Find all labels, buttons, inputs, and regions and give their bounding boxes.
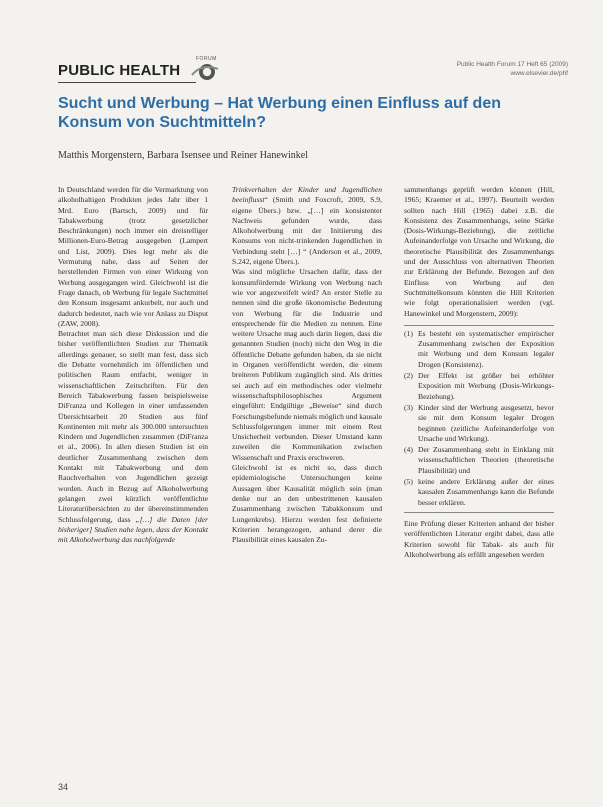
paragraph: Was sind mögliche Ursachen dafür, dass der konsumfördernde Wirkung von Werbung nach wie vor angezweifelt wird? An erster Stelle zu nennen sind die große ökonomische Bedeutung von Werbung für die Industrie und entsprechende für die Medien zu nennen. Eine weitere Ursache mag auch darin liegen, dass die genannten Studien (noch) nicht den Weg in die öffentliche Debatte gefunden haben, da sie nicht in Organen veröffentlicht werden, die einem breiteren Publikum zugänglich sind. Als drittes sei auch auf ein methodisches oder vielmehr wissenschaftsphilosophisches Argument eingeführt: Endgültige „Beweise“ sind durch Forschungsbefunde niemals möglich und kausale Schlussfolgerungen immer mit einem Rest Unsicherheit verbunden. Dieser Umstand kann zuweilen die Kommunikation zwischen Wissenschaft und Praxis erschweren. — [232, 267, 382, 462]
list-item-text: Der Effekt ist größer bei erhöhter Exposition mit Werbung (Dosis-Wirkungs-Beziehung). — [418, 371, 554, 401]
list-item-text: Kinder sind der Werbung ausgesetzt, bevor sie mit dem Konsum legaler Drogen beginnen (zeitliche Aufeinanderfolge von Ursache und Wirkung). — [418, 402, 554, 443]
list-item-text: Der Zusammenhang steht in Einklang mit wissenschaftlichen Theorien (theoretische Plausibilität) und — [418, 445, 554, 475]
list-item-number: (1) — [404, 328, 413, 338]
masthead-rule — [58, 82, 196, 83]
article-authors: Matthis Morgenstern, Barbara Isensee und Reiner Hanewinkel — [58, 150, 309, 161]
list-item-number: (2) — [404, 371, 413, 381]
journal-forum-label: FORUM — [196, 56, 217, 62]
journal-issue-line: Public Health Forum 17 Heft 65 (2009) — [456, 61, 568, 68]
journal-masthead — [58, 56, 568, 86]
paragraph: In Deutschland werden für die Vermarktung von alkoholhaltigen Produkten jedes Jahr über 1 Mrd. Euro (Bartsch, 2009) und für Tabakwerbung (trotz gesetzlicher Beschränkungen) noch immer ein dreistelliger Millionen-Euro-Betrag ausgegeben (Lampert und List, 2009). Dies legt mehr als die Vermutung nahe, dass auf Seiten der herstellenden Firmen von einer Wirkung von Werbung ausgegangen wird. Gleichwohl ist die Frage danach, ob Werbung für legale Suchtmittel den Konsum insgesamt ankurbelt, nur auch und dadurch bedeutet, nach wie vor Anlass zu Disput (ZAW, 2008). — [58, 185, 208, 328]
quote-text: „[…] die Daten [der bisheriger] Studien nahe legen, dass der Kontakt mit Alkoholwerbung das nachfolgende — [58, 514, 208, 545]
list-item — [404, 477, 554, 508]
list-item-number: (3) — [404, 402, 413, 412]
list-item — [404, 445, 554, 476]
paragraph: Eine Prüfung dieser Kriterien anhand der bisher veröffentlichten Literatur ergibt dabei, dass alle Kriterien sowohl für Tabak- als auch für Alkoholwerbung als erfüllt angesehen werden — [404, 518, 554, 559]
list-item-number: (4) — [404, 445, 413, 455]
list-item-number: (5) — [404, 477, 413, 487]
list-item — [404, 403, 554, 444]
text-column-3 — [404, 185, 554, 560]
paragraph: Gleichwohl ist es nicht so, dass durch epidemiologische Untersuchungen keine Aussagen über Kausalität möglich sein (man denke nur an den unbestrittenen kausalen Zusammenhang zwischen Tabakkonsum und Lungenkrebs). Hierzu werden fest definierte Kriterien herangezogen, anhand derer die Plausibilität eines kausalen Zu- — [232, 463, 382, 545]
list-item-text: Es besteht ein systematischer empirischer Zusammenhang zwischen der Exposition mit Werbung und dem Konsum legaler Drogen (Konsistenz). — [418, 328, 554, 369]
article-title: Sucht und Werbung – Hat Werbung einen Einfluss auf den Konsum von Suchtmitteln? — [58, 95, 501, 131]
paragraph: sammenhangs geprüft werden können (Hill, 1965; Kraemer et al., 1997). Beurteilt werden sollten nach Hill (1965) dabei z.B. die Konsistenz des Zusammenhangs, seine Stärke (Dosis-Wirkungs-Beziehung), die zeitliche Aufeinanderfolge von Ursache und Wirkung, die theoretische Plausibilität des Zusammenhangs und der Ausschluss von alternativen Theorien zur Erklärung der Befunde. Bezogen auf den Einfluss von Werbung auf den Suchtmittelkonsum könnten die Hill Kriterien wie folgt operationalisiert werden (vgl. Hanewinkel und Morgenstern, 2009): — [404, 185, 554, 318]
paragraph — [58, 329, 208, 545]
list-item — [404, 329, 554, 370]
journal-url-line: www.elsevier.de/phf — [510, 70, 568, 77]
paragraph — [232, 185, 382, 267]
list-item-text: keine andere Erklärung außer der eines kausalen Zusammenhangs kann die Befunde besser erklären. — [418, 477, 554, 507]
journal-issue-info — [457, 60, 568, 78]
list-item — [404, 371, 554, 402]
quote-text: Trinkverhalten der Kinder und Jugendlichen beeinflusst — [232, 185, 382, 205]
paragraph-text: “ (Smith und Foxcroft, 2009, S.9, eigene Übers.) bzw. „[…] ein konsistenter Nachweis gefunden wurde, dass Alkoholwerbung mit der Initiierung des Konsums von nicht-trinkenden Jugendlichen in Verbindung steht […] “ (Anderson et al., 2009, S.242, eigene Übers.). — [232, 195, 382, 267]
text-column-1 — [58, 185, 208, 545]
criteria-list — [404, 325, 554, 513]
text-column-2 — [232, 185, 382, 545]
journal-title: PUBLIC HEALTH — [58, 62, 181, 79]
page-number: 34 — [58, 782, 69, 792]
paragraph-text: Betrachtet man sich diese Diskussion und die bisher veröffentlichten Studien zur Thematik allerdings genauer, so stellt man fest, dass sich die Debatte vornehmlich im öffentlichen und politischen Raum entfacht, weniger in wissenschaftlichen Zeitschriften. Für den Bereich Tabakwerbung fassen beispielsweise DiFranza und Kollegen in einer umfassenden Übersichtsarbeit 20 Studien aus fünf Kontinenten mit mehr als 300.000 untersuchten Kindern und Jugendlichen zusammen (DiFranza et al., 2006). In allen diesen Studien ist ein deutlicher Zusammenhang zwischen dem Kontakt mit Tabakwerbung und dem Rauchverhalten von Jugendlichen gezeigt worden. Auch in Bezug auf Alkoholwerbung gelangen zwei kürzlich veröffentlichte Literaturübersichten zu der übereinstimmenden Schlussfolgerung, dass — [58, 329, 208, 524]
